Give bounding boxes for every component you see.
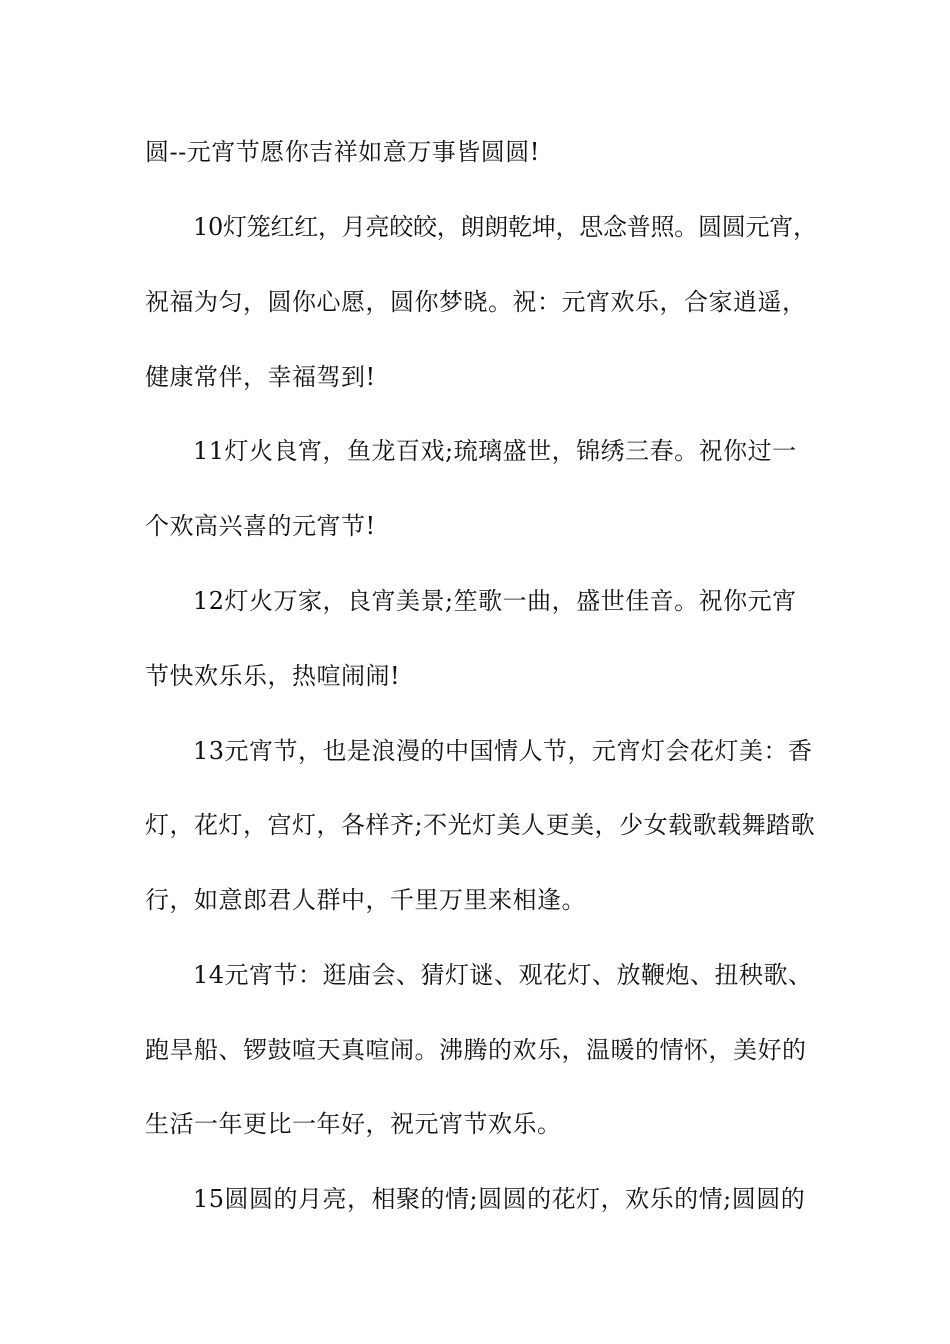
paragraph-12-line-1: 12灯火万家，良宵美景;笙歌一曲，盛世佳音。祝你元宵 [193, 587, 797, 615]
paragraph-14-line-1: 14元宵节：逛庙会、猜灯谜、观花灯、放鞭炮、扭秧歌、 [193, 961, 813, 989]
paragraph-10-line-2: 祝福为匀，圆你心愿，圆你梦晓。祝：元宵欢乐，合家逍遥， [145, 288, 807, 316]
paragraph-10-line-1: 10灯笼红红，月亮皎皎，朗朗乾坤，思念普照。圆圆元宵， [193, 213, 817, 241]
paragraph-12-line-2: 节快欢乐乐，热喧闹闹! [145, 662, 401, 690]
paragraph-14-line-3: 生活一年更比一年好，祝元宵节欢乐。 [145, 1110, 562, 1138]
text-line-1: 圆--元宵节愿你吉祥如意万事皆圆圆! [145, 138, 540, 166]
paragraph-11-line-2: 个欢高兴喜的元宵节! [145, 512, 376, 540]
paragraph-10-line-3: 健康常伴，幸福驾到! [145, 363, 376, 391]
paragraph-14-line-2: 跑旱船、锣鼓喧天真喧闹。沸腾的欢乐，温暖的情怀，美好的 [145, 1036, 807, 1064]
paragraph-13-line-2: 灯，花灯，宫灯，各样齐;不光灯美人更美，少女载歌载舞踏歌 [145, 811, 816, 839]
paragraph-11-line-1: 11灯火良宵，鱼龙百戏;琉璃盛世，锦绣三春。祝你过一 [193, 437, 797, 465]
paragraph-13-line-3: 行，如意郎君人群中，千里万里来相逢。 [145, 886, 586, 914]
paragraph-13-line-1: 13元宵节，也是浪漫的中国情人节，元宵灯会花灯美：香 [193, 737, 813, 765]
paragraph-15-line-1: 15圆圆的月亮，相聚的情;圆圆的花灯，欢乐的情;圆圆的 [193, 1185, 806, 1213]
